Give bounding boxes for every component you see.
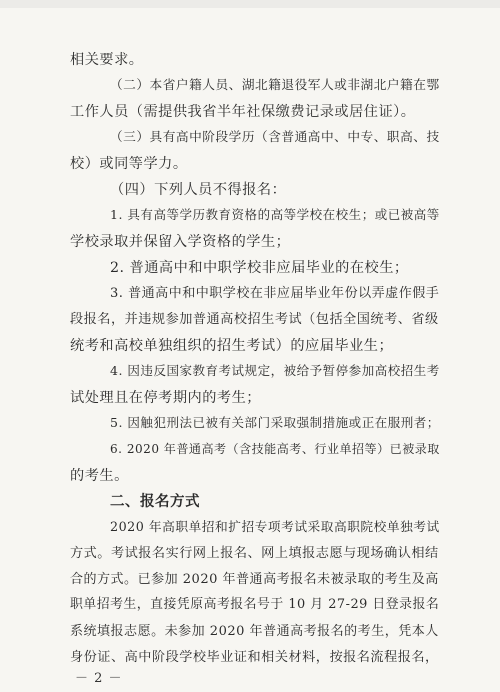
text-line: 统考和高校单独组织的招生考试）的应届毕业生； bbox=[70, 338, 394, 354]
text-line: 6. 2020 年普通高考（含技能高考、行业单招等）已被录取 bbox=[110, 442, 440, 456]
text-line: （二）本省户籍人员、湖北籍退役军人或非湖北户籍在鄂 bbox=[110, 77, 440, 92]
text-line: 段报名，并违规参加普通高校招生考试（包括全国统考、省级 bbox=[70, 312, 439, 327]
text-line: 的考生。 bbox=[70, 468, 129, 484]
page-number: － 2 － bbox=[75, 671, 123, 686]
text-line: 方式。考试报名实行网上报名、网上填报志愿与现场确认相结 bbox=[70, 546, 439, 561]
section-heading: 二、报名方式 bbox=[110, 494, 200, 510]
text-line: 身份证、高中阶段学校毕业证和相关材料，按报名流程报名， bbox=[70, 650, 439, 665]
text-line: 系统填报志愿。未参加 2020 年普通高考报名的考生，凭本人 bbox=[70, 624, 439, 639]
text-line: （四）下列人员不得报名： bbox=[110, 182, 287, 198]
text-line: 1. 具有高等学历教育资格的高等学校在校生；或已被高等 bbox=[110, 207, 440, 222]
text-line: 工作人员（需提供我省半年社保缴费记录或居住证）。 bbox=[70, 104, 416, 120]
text-line: （三）具有高中阶段学历（含普通高中、中专、职高、技 bbox=[110, 129, 440, 144]
text-line: 5. 因触犯刑法已被有关部门采取强制措施或正在服刑者； bbox=[110, 415, 440, 430]
text-line: 校）或同等学力。 bbox=[70, 156, 188, 172]
text-line: 3. 普通高中和中职学校在非应届毕业年份以弄虚作假手 bbox=[110, 286, 440, 301]
text-line: 相关要求。 bbox=[70, 52, 144, 68]
text-line: 2020 年高职单招和扩招专项考试采取高职院校单独考试 bbox=[110, 519, 440, 534]
text-line: 合的方式。已参加 2020 年普通高考报名未被录取的考生及高 bbox=[70, 572, 439, 587]
text-line: 职单招考生，直接凭原高考报名号于 10 月 27-29 日登录报名 bbox=[70, 597, 440, 612]
text-line: 2. 普通高中和中职学校非应届毕业的在校生； bbox=[110, 260, 409, 276]
scan-edge bbox=[0, 0, 500, 8]
text-line: 学校录取并保留入学资格的学生； bbox=[70, 234, 291, 250]
text-line: 试处理且在停考期内的考生； bbox=[70, 390, 261, 406]
text-line: 4. 因违反国家教育考试规定，被给予暂停参加高校招生考 bbox=[110, 363, 440, 378]
